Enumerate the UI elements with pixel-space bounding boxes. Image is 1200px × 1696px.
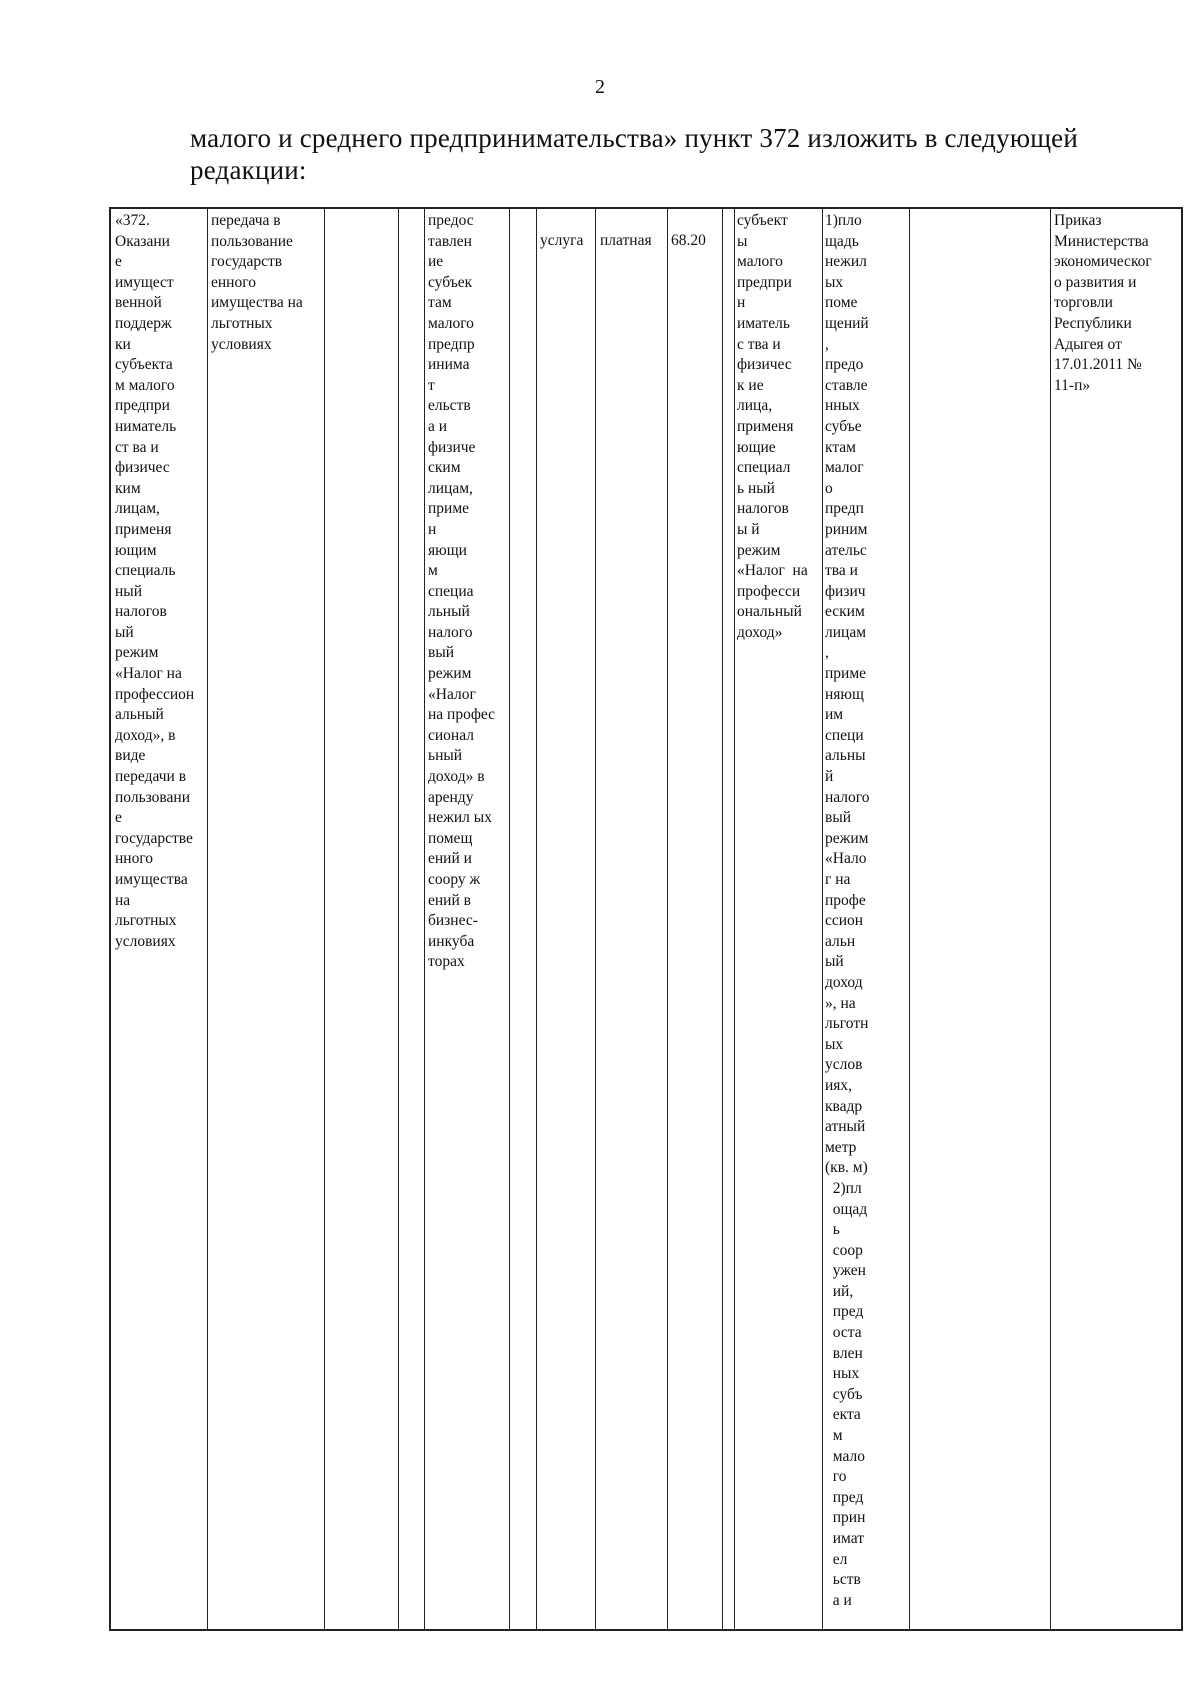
amendment-table [109,207,1183,1631]
column-divider [909,209,910,1629]
cell-payment: платная [600,232,652,249]
intro-text [190,122,1120,186]
column-divider [722,209,723,1629]
cell-service-name: «372. Оказани е имущест венной поддерж ки субъекта м малого предпри ниматель ст ва и физичес ким лицам, применя ющим специаль ный налогов ый режим «Налог на профессион альный доход», в виде передачи в пользовани е государстве нного имущества на льготных условиях [115,212,195,950]
column-divider [822,209,823,1629]
intro-line-2: редакции: [190,155,307,185]
intro-line-1: малого и среднего предпринимательства» пункт 372 изложить в следующей [190,123,1079,153]
column-divider [398,209,399,1629]
column-divider [536,209,537,1629]
column-divider [424,209,425,1629]
cell-service-content: предос тавлен ие субъек там малого предпр инима т ельств а и физиче ским лицам, приме н яющи м специа льный налого вый режим «Налог на профес сионал ьный доход» в аренду нежил ых помещ ений и соору ж ений в бизнес- инкуба торах [428,212,496,971]
cell-legal-basis: Приказ Министерства экономическог о развития и торговли Республики Адыгея от 17.01.2011 № 11-п» [1054,212,1152,394]
cell-recipients: субъект ы малого предпри н иматель с тва и физичес к ие лица, применя ющие специал ь ный налогов ы й режим «Налог на професси ональный доход» [737,212,808,641]
cell-volume-indicator: 1)пло щадь нежил ых поме щений , предо ставле нных субъе ктам малог о предп риним ательс тва и физич еским лицам , приме няющ им специ альны й налого вый режим «Нало г на профе ссион альн ый доход », на льготн ых услов иях, квадр атный метр (кв. м) 2)пл ощад ь соор ужен ий, пред оста влен ных субъ екта м мало го пред прин имат ел ьств а и [825,212,870,1609]
cell-okved: 68.20 [671,232,706,249]
page-number: 2 [595,76,605,98]
column-divider [667,209,668,1629]
cell-service-type: передача в пользование государств енного имущества на льготных условиях [211,212,303,353]
column-divider [509,209,510,1629]
column-divider [324,209,325,1629]
column-divider [1050,209,1051,1629]
column-divider [595,209,596,1629]
column-divider [207,209,208,1629]
column-divider [734,209,735,1629]
cell-category: услуга [540,232,584,249]
